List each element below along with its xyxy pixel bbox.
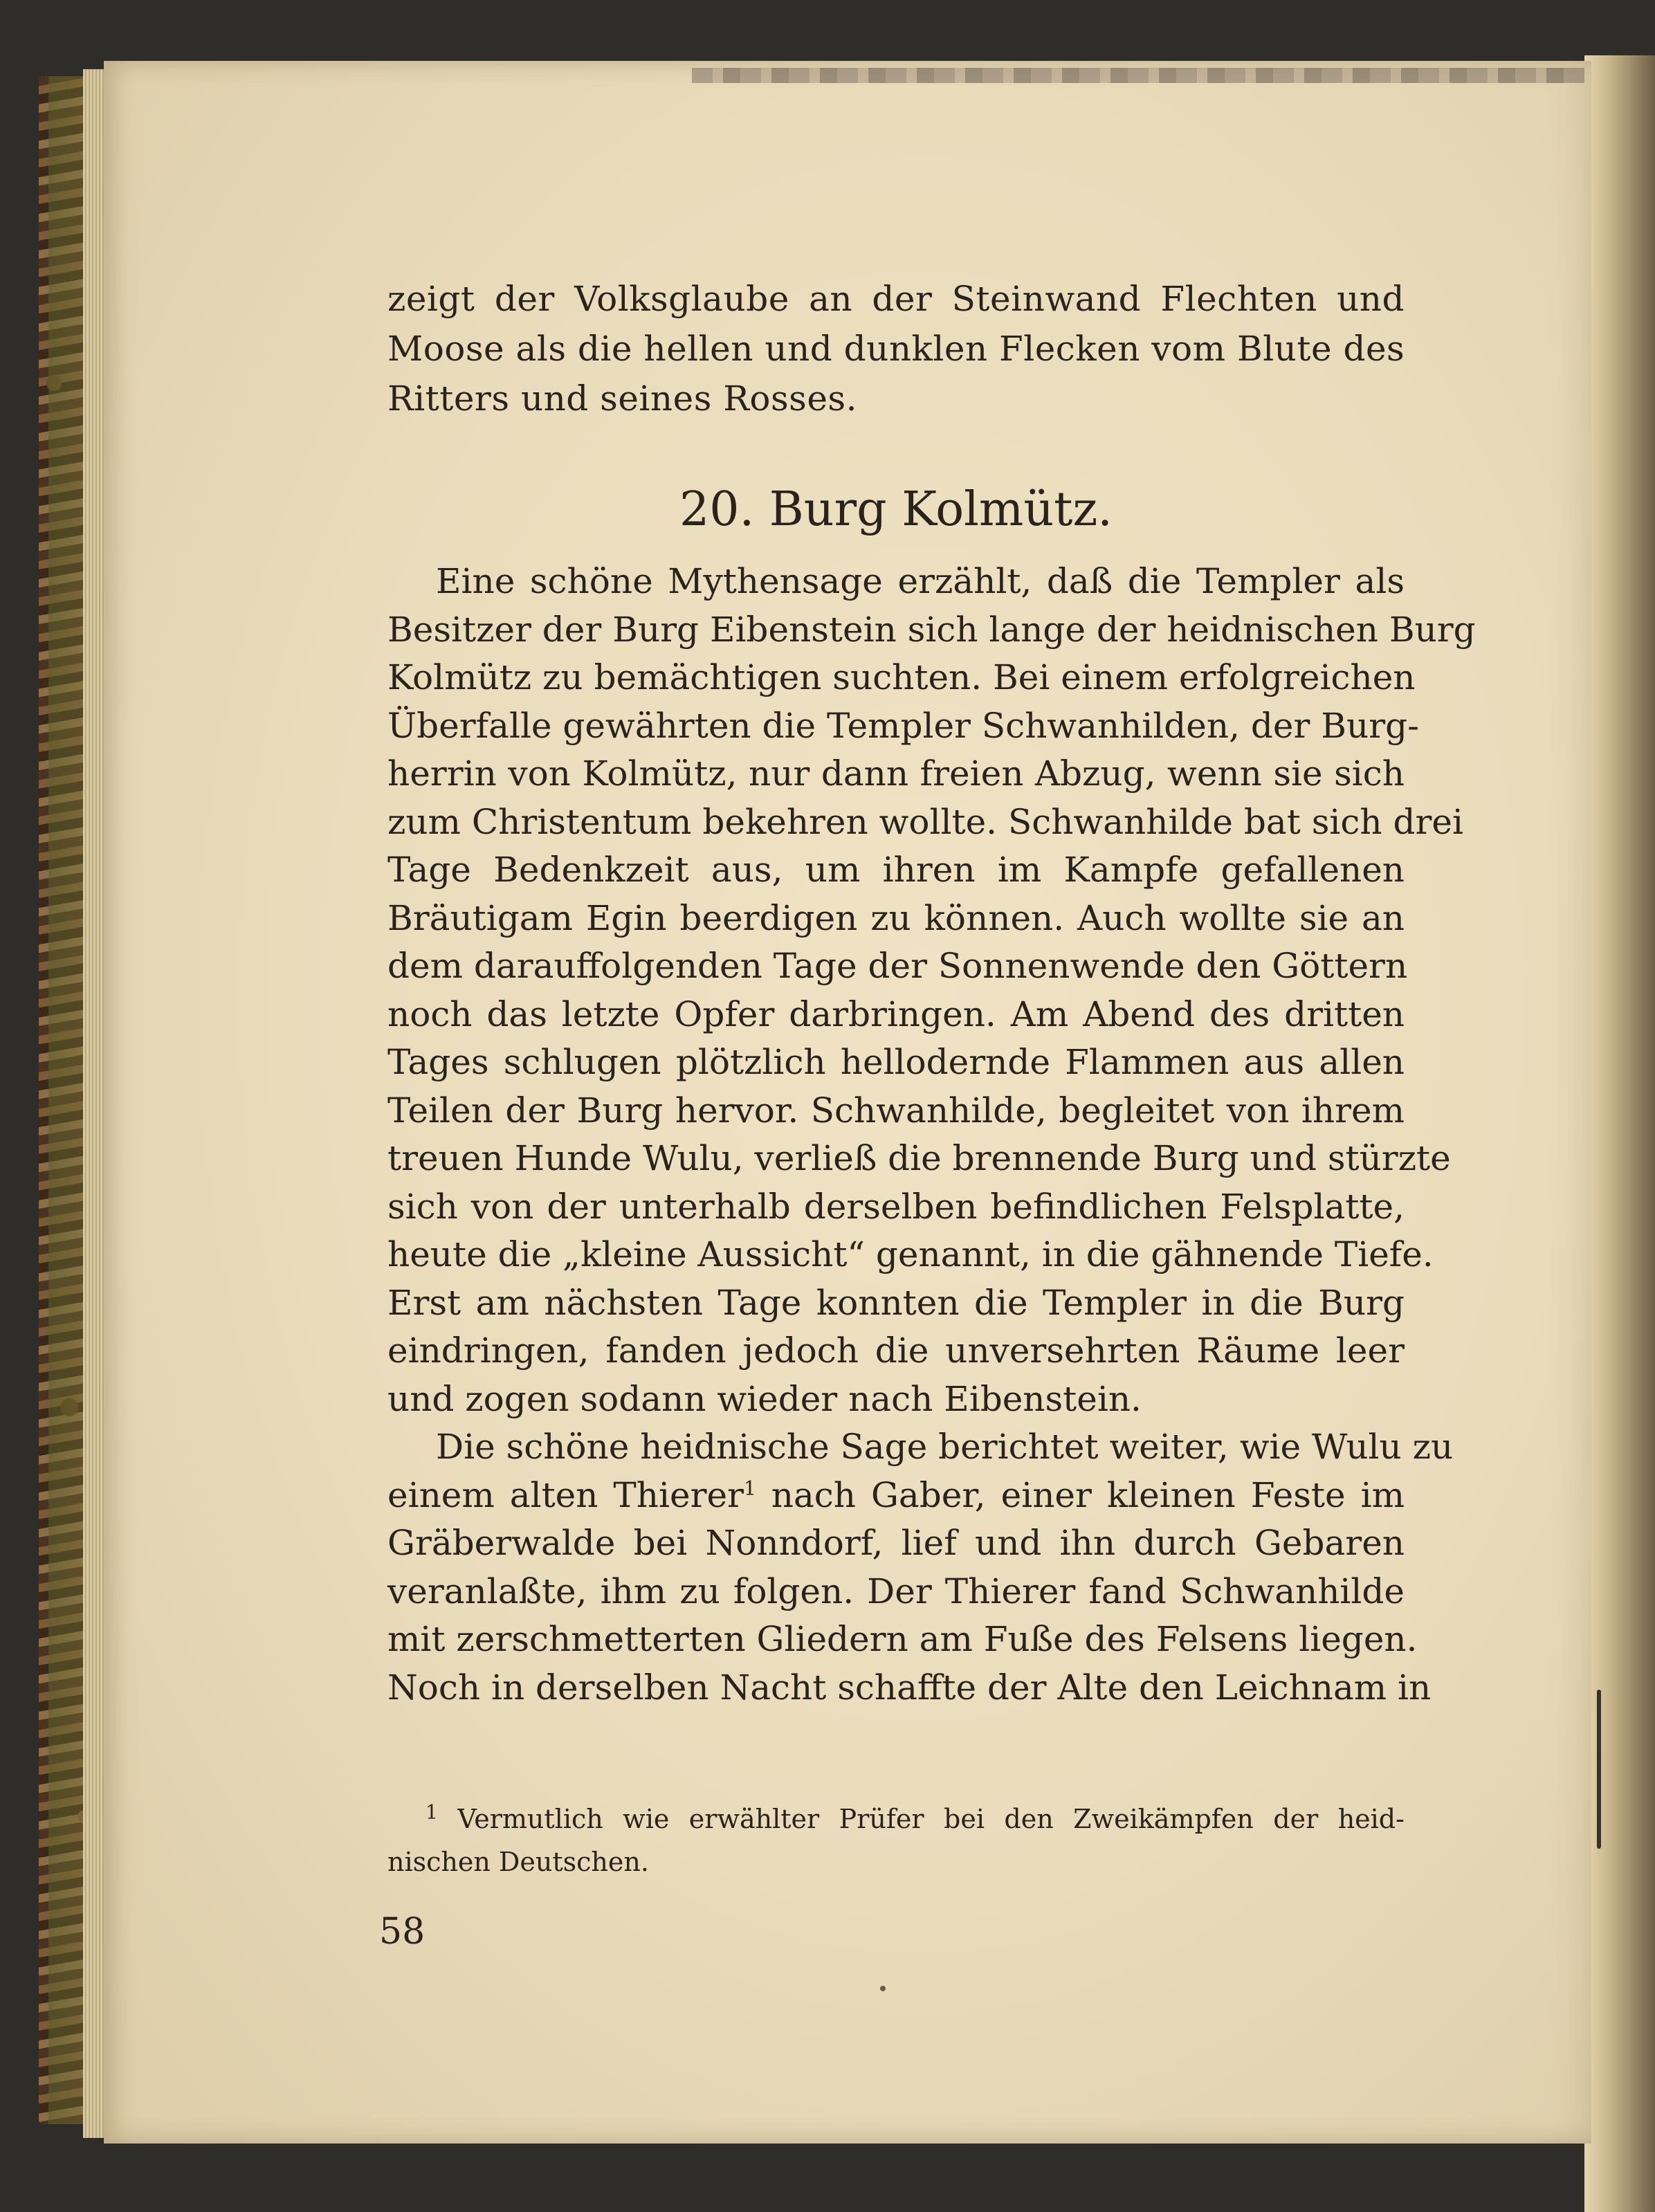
ink-speck xyxy=(880,1986,886,1991)
margin-mark xyxy=(1597,1690,1601,1849)
section-body xyxy=(387,558,1476,1712)
text-line: Moose als die hellen und dunklen Flecken vom Blute des xyxy=(387,329,1405,369)
section-heading: 20. Burg Kolmütz. xyxy=(679,482,1113,537)
text-line: zeigt der Volksglaube an der Steinwand Flechten und xyxy=(387,279,1405,319)
text-line: Tage Bedenkzeit aus, um ihren im Kampfe gefallenen xyxy=(387,850,1405,890)
text-line: Noch in derselben Nacht schaffte der Alte den Leichnam in xyxy=(387,1667,1432,1708)
text-line: eindringen, fanden jedoch die unversehrten Räume leer xyxy=(387,1331,1405,1371)
footnote-text: Vermutlich wie erwählter Prüfer bei den Zweikämpfen der heid- xyxy=(457,1804,1405,1834)
text-line: dem darauffolgenden Tage der Sonnenwende den Göttern xyxy=(387,946,1408,986)
facing-page-edge xyxy=(1584,55,1655,2212)
footnote-line: nischen Deutschen. xyxy=(387,1847,649,1877)
text-line: Erst am nächsten Tage konnten die Templer in die Burg xyxy=(387,1282,1405,1323)
footnote-reference: 1 xyxy=(743,1476,756,1499)
paragraph-continuation xyxy=(387,274,1405,423)
text-line: noch das letzte Opfer darbringen. Am Abend des dritten xyxy=(387,994,1405,1034)
text-line: treuen Hunde Wulu, verließ die brennende Burg und stürzte xyxy=(387,1138,1451,1178)
text-line-with-footnote xyxy=(387,1472,1405,1520)
text-line: Die schöne heidnische Sage berichtet weiter, wie Wulu zu xyxy=(436,1427,1454,1467)
text-line: Kolmütz zu bemächtigen suchten. Bei einem erfolgreichen xyxy=(387,657,1416,697)
page-top-discoloration xyxy=(692,68,1584,83)
footnote-number: 1 xyxy=(426,1800,438,1824)
text-line: mit zerschmetterten Gliedern am Fuße des Felsens liegen. xyxy=(387,1619,1418,1659)
text-line: und zogen sodann wieder nach Eibenstein. xyxy=(387,1378,1142,1419)
text-line: Bräutigam Egin beerdigen zu können. Auch wollte sie an xyxy=(387,897,1405,938)
text-line: herrin von Kolmütz, nur dann freien Abzug, wenn sie sich xyxy=(387,753,1405,794)
footnote xyxy=(387,1798,1405,1883)
text-line: Gräberwalde bei Nonndorf, lief und ihn durch Gebaren xyxy=(387,1523,1405,1563)
text-line: sich von der unterhalb derselben befindlichen Felsplatte, xyxy=(387,1186,1405,1227)
text-line: veranlaßte, ihm zu folgen. Der Thierer fand Schwanhilde xyxy=(387,1571,1405,1611)
text-line: Überfalle gewährten die Templer Schwanhilden, der Burg- xyxy=(387,705,1420,746)
footnote-line xyxy=(387,1798,1405,1840)
text-line: Tages schlugen plötzlich hellodernde Flammen aus allen xyxy=(387,1042,1405,1082)
text-line: Teilen der Burg hervor. Schwanhilde, begleitet von ihrem xyxy=(387,1090,1405,1131)
text-fragment: einem alten Thierer xyxy=(387,1474,744,1515)
text-line: zum Christentum bekehren wollte. Schwanhilde bat sich drei xyxy=(387,801,1463,842)
text-line: heute die „kleine Aussicht“ genannt, in die gähnende Tiefe. xyxy=(387,1234,1434,1274)
text-line: Besitzer der Burg Eibenstein sich lange der heidnischen Burg xyxy=(387,609,1476,650)
text-fragment: nach Gaber, einer kleinen Feste im xyxy=(771,1474,1405,1515)
text-line: Eine schöne Mythensage erzählt, daß die Templer als xyxy=(436,561,1405,601)
text-line: Ritters und seines Rosses. xyxy=(387,378,857,419)
page-number: 58 xyxy=(379,1911,426,1953)
